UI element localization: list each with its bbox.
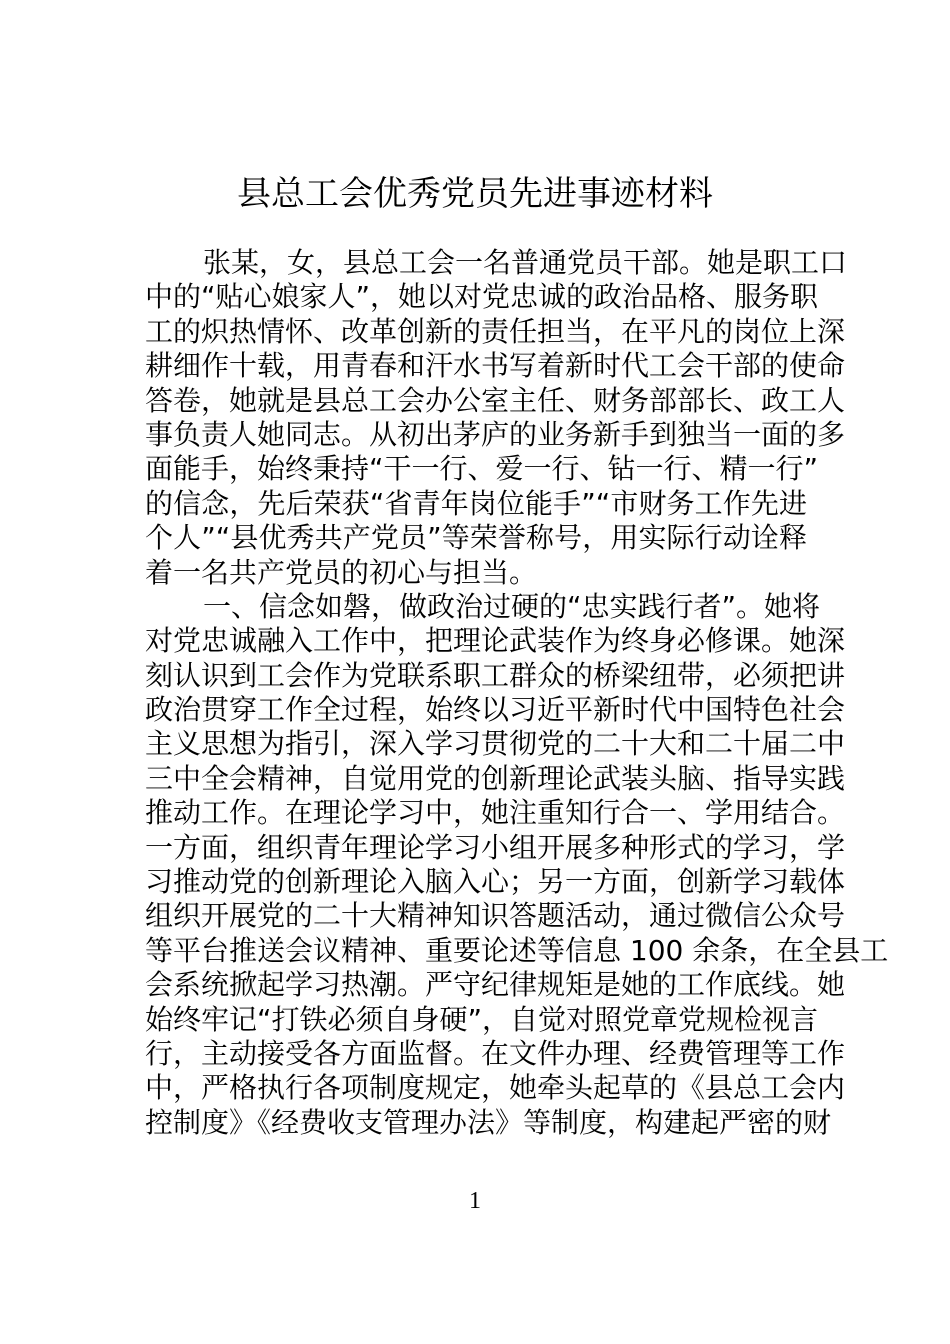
text-line: 控制度》《经费收支管理办法》等制度，构建起严密的财: [145, 1105, 832, 1139]
text-line: 工的炽热情怀、改革创新的责任担当，在平凡的岗位上深: [145, 314, 846, 348]
text-line: 中的“贴心娘家人”，她以对党忠诚的政治品格、服务职: [145, 280, 819, 314]
text-line: 事负责人她同志。从初出茅庐的业务新手到独当一面的多: [145, 417, 846, 451]
text-line: 组织开展党的二十大精神知识答题活动，通过微信公众号: [145, 899, 846, 933]
page-number: 1: [469, 1188, 481, 1214]
text-line: 等平台推送会议精神、重要论述等信息 100 余条，在全县工: [145, 933, 889, 967]
text-line: 对党忠诚融入工作中，把理论武装作为终身必修课。她深: [145, 624, 846, 658]
text-line: 主义思想为指引，深入学习贯彻党的二十大和二十届二中: [145, 727, 846, 761]
text-line: 张某，女，县总工会一名普通党员干部。她是职工口: [203, 246, 848, 279]
text-line: 面能手，始终秉持“干一行、爱一行、钻一行、精一行”: [145, 452, 819, 486]
text-line: 中，严格执行各项制度规定，她牵头起草的《县总工会内: [145, 1071, 846, 1105]
text-line: 一、信念如磐，做政治过硬的“忠实践行者”。她将: [203, 589, 821, 623]
text-line: 会系统掀起学习热潮。严守纪律规矩是她的工作底线。她: [145, 968, 846, 1002]
paragraph: [145, 246, 848, 590]
text-line: 习推动党的创新理论入脑入心；另一方面，创新学习载体: [145, 865, 846, 899]
document-title: 县总工会优秀党员先进事迹材料: [237, 174, 713, 214]
text-line: 刻认识到工会作为党联系职工群众的桥梁纽带，必须把讲: [145, 658, 846, 692]
text-line: 的信念，先后荣获“省青年岗位能手”“市财务工作先进: [145, 486, 807, 520]
text-line: 三中全会精神，自觉用党的创新理论武装头脑、指导实践: [145, 761, 846, 795]
paragraph: [145, 589, 889, 1140]
text-line: 个人”“县优秀共产党员”等荣誉称号，用实际行动诠释: [145, 521, 807, 555]
text-line: 一方面，组织青年理论学习小组开展多种形式的学习，学: [145, 830, 846, 864]
text-line: 行，主动接受各方面监督。在文件办理、经费管理等工作: [145, 1036, 846, 1070]
text-line: 政治贯穿工作全过程，始终以习近平新时代中国特色社会: [145, 693, 846, 727]
text-line: 始终牢记“打铁必须自身硬”，自觉对照党章党规检视言: [145, 1002, 819, 1036]
document-body: [145, 246, 889, 1140]
text-line: 答卷，她就是县总工会办公室主任、财务部部长、政工人: [145, 383, 846, 417]
text-line: 耕细作十载，用青春和汗水书写着新时代工会干部的使命: [145, 349, 846, 383]
text-line: 推动工作。在理论学习中，她注重知行合一、学用结合。: [145, 796, 846, 830]
text-line: 着一名共产党员的初心与担当。: [145, 555, 538, 589]
